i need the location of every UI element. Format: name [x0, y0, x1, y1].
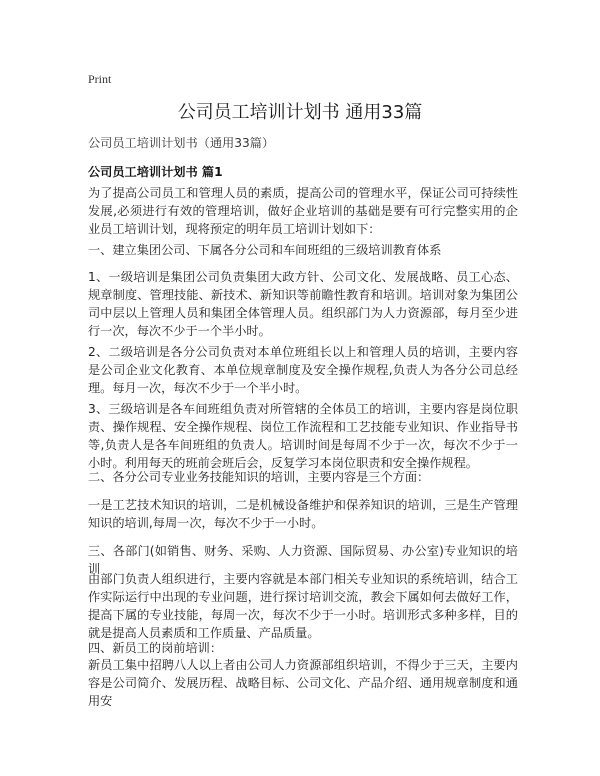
- section-heading: 公司员工培训计划书 篇1: [88, 165, 223, 179]
- paragraph-intro: 为了提高公司员工和管理人员的素质，提高公司的管理水平，保证公司可持续性发展,必须进行有效的管理培训，做好企业培训的基础是要有可行完整实用的企业员工培训计划，现将预定的明年员工培训计划如下：: [88, 186, 518, 236]
- document-subtitle: 公司员工培训计划书（通用33篇）: [88, 136, 275, 150]
- paragraph-heading-3: 三、各部门(如销售、财务、采购、人力资源、国际贸易、办公室)专业知识的培训: [88, 544, 518, 576]
- paragraph-level-2: 2、二级培训是各分公司负责对本单位班组长以上和管理人员的培训，主要内容是公司企业文化教育、本单位规章制度及安全操作规程,负责人为各分公司总经理。每月一次，每次不少于一个半小时。: [88, 345, 518, 395]
- paragraph-heading-2: 二、各分公司专业业务技能知识的培训，主要内容是三个方面：: [88, 470, 430, 484]
- paragraph-department: 由部门负责人组织进行，主要内容就是本部门相关专业知识的系统培训，结合工作实际运行中出现的专业问题，进行探讨培训交流，教会下属如何去做好工作，提高下属的专业技能，每周一次，每次不少于一小时。培训形式多种多样，目的就是提高人员素质和工作质量、产品质量。: [88, 572, 518, 640]
- paragraph-new-staff: 新员工集中招聘八人以上者由公司人力资源部组织培训，不得少于三天，主要内容是公司简介、发展历程、战略目标、公司文化、产品介绍、通用规章制度和通用安: [88, 658, 518, 708]
- paragraph-heading-4: 四、新员工的岗前培训：: [88, 641, 223, 655]
- paragraph-heading-1: 一、建立集团公司、下属各分公司和车间班组的三级培训教育体系: [88, 243, 442, 257]
- paragraph-level-1: 1、一级培训是集团公司负责集团大政方针、公司文化、发展战略、员工心态、规章制度、管理技能、新技术、新知识等前瞻性教育和培训。培训对象为集团公司中层以上管理人员和集团全体管理人员。组织部门为人力资源部，每月至少进行一次，每次不少于一个半小时。: [88, 270, 518, 338]
- paragraph-three-aspects: 一是工艺技术知识的培训，二是机械设备维护和保养知识的培训，三是生产管理知识的培训,每周一次，每次不少于一小时。: [88, 498, 518, 530]
- paragraph-level-3: 3、三级培训是各车间班组负责对所管辖的全体员工的培训，主要内容是岗位职责、操作规程、安全操作规程、岗位工作流程和工艺技能专业知识、作业指导书等,负责人是各车间班组的负责人。培训时间是每周不少于一次，每次不少于一小时。利用每天的班前会班后会，反复学习本岗位职责和安全操作规程。: [88, 402, 518, 470]
- document-title: 公司员工培训计划书 通用33篇: [177, 102, 423, 123]
- print-link[interactable]: Print: [88, 72, 112, 86]
